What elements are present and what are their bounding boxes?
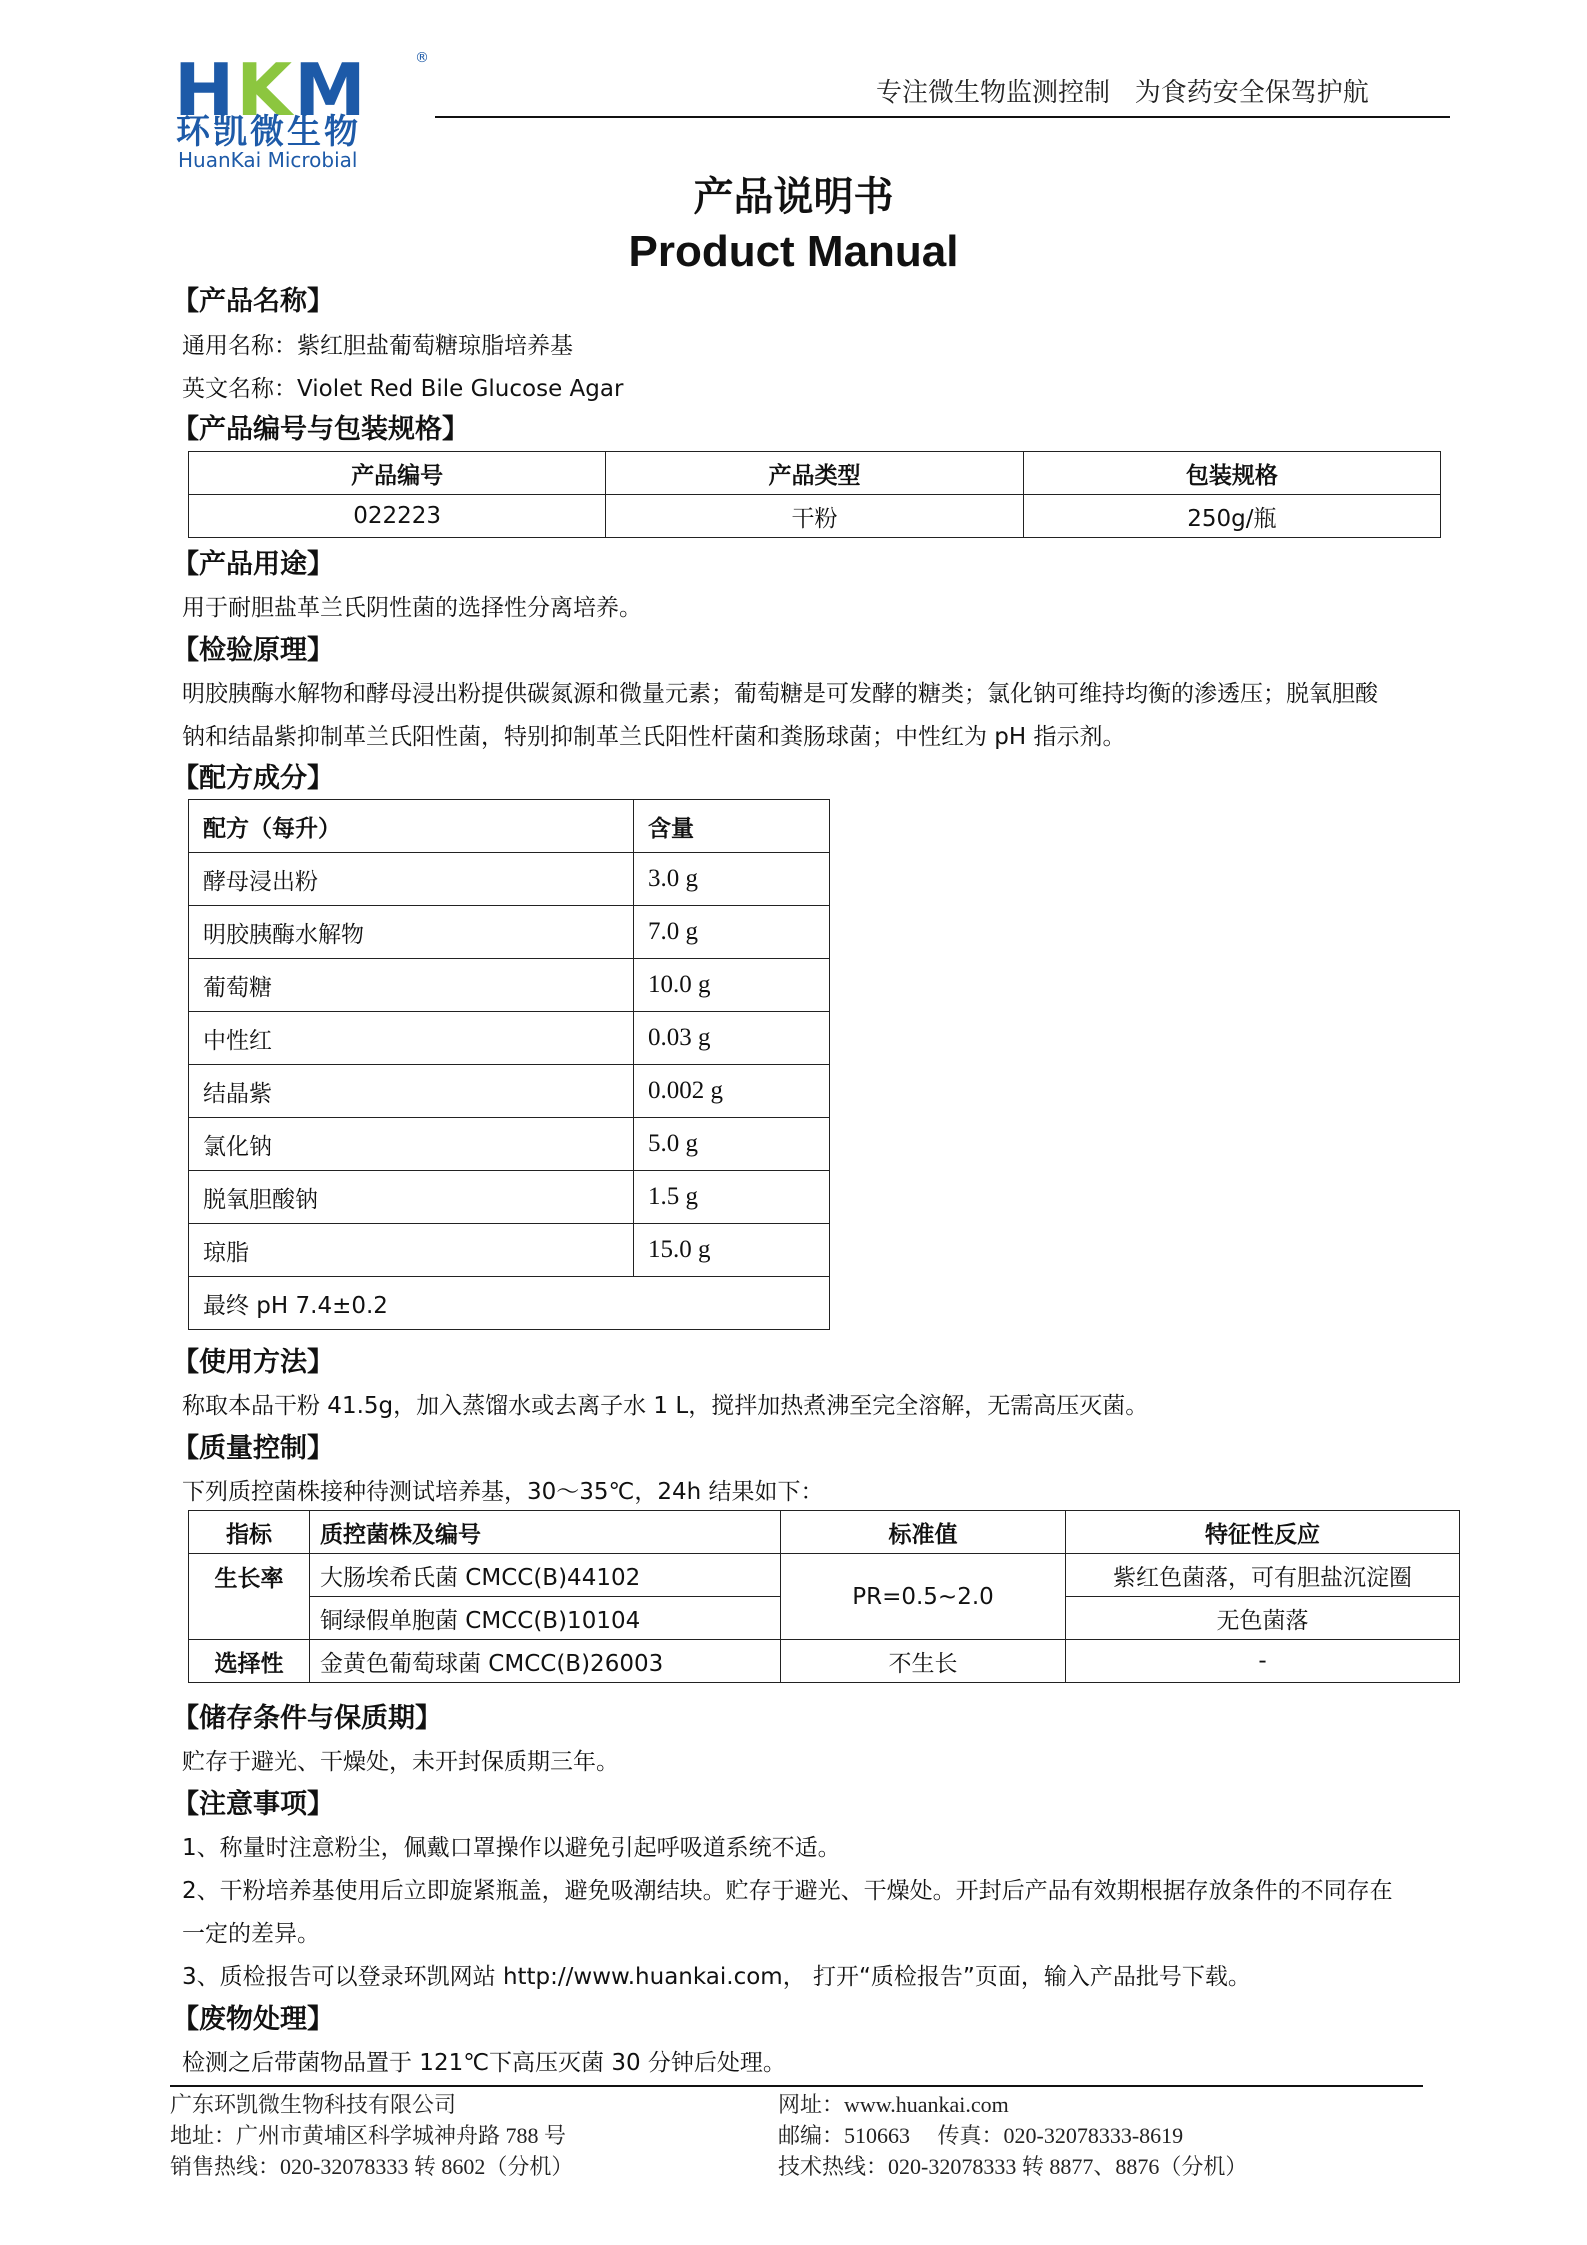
formula-table [188, 799, 830, 1330]
logo-registered-mark: ® [415, 50, 429, 66]
footer-divider [170, 2085, 1423, 2087]
characteristic-reaction: 无色菌落 [1066, 1597, 1460, 1640]
header-slogan: 专注微生物监测控制 为食药安全保驾护航 [876, 78, 1369, 108]
header-ingredient: 配方（每升） [189, 800, 634, 853]
table-header-row [189, 1511, 1460, 1554]
qc-intro: 下列质控菌株接种待测试培养基，30～35℃，24h 结果如下： [182, 1479, 824, 1505]
package-spec: 250g/瓶 [1023, 495, 1440, 538]
header-divider [435, 116, 1450, 118]
ingredient-name: 氯化钠 [189, 1118, 634, 1171]
section-heading-waste: 【废物处理】 [172, 2004, 334, 2035]
growth-rate-label: 生长率 [189, 1554, 310, 1640]
logo-mark: HKM [174, 48, 368, 132]
ingredient-amount: 1.5 g [634, 1171, 830, 1224]
principle-line-2: 钠和结晶紫抑制革兰氏阳性菌，特别抑制革兰氏阳性杆菌和粪肠球菌；中性红为 pH 指示剂。 [182, 724, 1126, 750]
storage-text: 贮存于避光、干燥处，未开封保质期三年。 [182, 1749, 619, 1775]
ingredient-name: 中性红 [189, 1012, 634, 1065]
ingredient-name: 脱氧胆酸钠 [189, 1171, 634, 1224]
footer-tech-hotline: 技术热线：020-32078333 转 8877、8876（分机） [778, 2154, 1248, 2179]
section-heading-storage: 【储存条件与保质期】 [172, 1703, 442, 1734]
table-row [189, 959, 830, 1012]
table-header-row [189, 452, 1441, 495]
section-heading-usage: 【产品用途】 [172, 549, 334, 580]
ingredient-amount: 0.03 g [634, 1012, 830, 1065]
characteristic-reaction: 紫红色菌落，可有胆盐沉淀圈 [1066, 1554, 1460, 1597]
table-row [189, 1554, 1460, 1597]
header-product-code: 产品编号 [189, 452, 606, 495]
note-1: 1、称量时注意粉尘，佩戴口罩操作以避免引起呼吸道系统不适。 [182, 1835, 841, 1861]
principle-line-1: 明胶胰酶水解物和酵母浸出粉提供碳氮源和微量元素；葡萄糖是可发酵的糖类；氯化钠可维持均衡的渗透压；脱氧胆酸 [182, 681, 1378, 707]
footer-address: 地址：广州市黄埔区科学城神舟路 788 号 [170, 2123, 567, 2148]
ingredient-amount: 3.0 g [634, 853, 830, 906]
ingredient-name: 酵母浸出粉 [189, 853, 634, 906]
page-title-english: Product Manual [628, 227, 959, 276]
footer-postcode-fax: 邮编：510663 传真：020-32078333-8619 [778, 2123, 1184, 2148]
note-2-line-2: 一定的差异。 [182, 1921, 320, 1947]
header-product-type: 产品类型 [606, 452, 1023, 495]
section-heading-formula: 【配方成分】 [172, 763, 334, 794]
ingredient-name: 结晶紫 [189, 1065, 634, 1118]
page-title-chinese: 产品说明书 [693, 174, 894, 220]
final-ph: 最终 pH 7.4±0.2 [189, 1277, 830, 1330]
ingredient-amount: 5.0 g [634, 1118, 830, 1171]
company-logo [170, 48, 440, 172]
table-row [189, 1118, 830, 1171]
strain-name: 金黄色葡萄球菌 CMCC(B)26003 [310, 1640, 781, 1683]
package-table [188, 451, 1441, 538]
header-strain: 质控菌株及编号 [310, 1511, 781, 1554]
note-2-line-1: 2、干粉培养基使用后立即旋紧瓶盖，避免吸潮结块。贮存于避光、干燥处。开封后产品有效期根据存放条件的不同存在 [182, 1878, 1393, 1904]
section-heading-method: 【使用方法】 [172, 1347, 334, 1378]
table-row [189, 1012, 830, 1065]
logo-chinese-name: 环凯微生物 [176, 112, 361, 152]
quality-control-table [188, 1510, 1460, 1683]
usage-text: 用于耐胆盐革兰氏阴性菌的选择性分离培养。 [182, 595, 642, 621]
header-amount: 含量 [634, 800, 830, 853]
method-text: 称取本品干粉 41.5g，加入蒸馏水或去离子水 1 L，搅拌加热煮沸至完全溶解，无需高压灭菌。 [182, 1393, 1149, 1419]
footer-sales-hotline: 销售热线：020-32078333 转 8602（分机） [170, 2154, 574, 2179]
ingredient-amount: 0.002 g [634, 1065, 830, 1118]
header-reaction: 特征性反应 [1066, 1511, 1460, 1554]
header-package-spec: 包装规格 [1023, 452, 1440, 495]
table-header-row [189, 800, 830, 853]
strain-name: 大肠埃希氏菌 CMCC(B)44102 [310, 1554, 781, 1597]
ingredient-amount: 10.0 g [634, 959, 830, 1012]
selectivity-label: 选择性 [189, 1640, 310, 1683]
ingredient-name: 葡萄糖 [189, 959, 634, 1012]
table-row [189, 495, 1441, 538]
english-name: 英文名称：Violet Red Bile Glucose Agar [182, 376, 624, 402]
table-row [189, 1171, 830, 1224]
section-heading-package: 【产品编号与包装规格】 [172, 414, 469, 445]
strain-name: 铜绿假单胞菌 CMCC(B)10104 [310, 1597, 781, 1640]
product-code: 022223 [189, 495, 606, 538]
header-indicator: 指标 [189, 1511, 310, 1554]
section-heading-product-name: 【产品名称】 [172, 286, 334, 317]
ingredient-name: 明胶胰酶水解物 [189, 906, 634, 959]
common-name: 通用名称：紫红胆盐葡萄糖琼脂培养基 [182, 333, 573, 359]
section-heading-notes: 【注意事项】 [172, 1789, 334, 1820]
table-row [189, 1640, 1460, 1683]
ingredient-name: 琼脂 [189, 1224, 634, 1277]
product-type: 干粉 [606, 495, 1023, 538]
selective-standard: 不生长 [781, 1640, 1066, 1683]
table-row [189, 1224, 830, 1277]
footer-website: 网址：www.huankai.com [778, 2092, 1009, 2117]
section-heading-principle: 【检验原理】 [172, 635, 334, 666]
characteristic-reaction: - [1066, 1640, 1460, 1683]
ingredient-amount: 15.0 g [634, 1224, 830, 1277]
growth-standard: PR=0.5~2.0 [781, 1554, 1066, 1640]
table-row [189, 906, 830, 959]
ingredient-amount: 7.0 g [634, 906, 830, 959]
header-standard: 标准值 [781, 1511, 1066, 1554]
note-3: 3、质检报告可以登录环凯网站 http://www.huankai.com， 打开“质检报告”页面，输入产品批号下载。 [182, 1964, 1251, 1990]
logo-english-name: HuanKai Microbial [178, 148, 358, 172]
waste-text: 检测之后带菌物品置于 121℃下高压灭菌 30 分钟后处理。 [182, 2050, 786, 2076]
footer-company: 广东环凯微生物科技有限公司 [170, 2092, 457, 2117]
table-row [189, 1065, 830, 1118]
section-heading-quality-control: 【质量控制】 [172, 1433, 334, 1464]
table-row [189, 853, 830, 906]
table-row [189, 1277, 830, 1330]
